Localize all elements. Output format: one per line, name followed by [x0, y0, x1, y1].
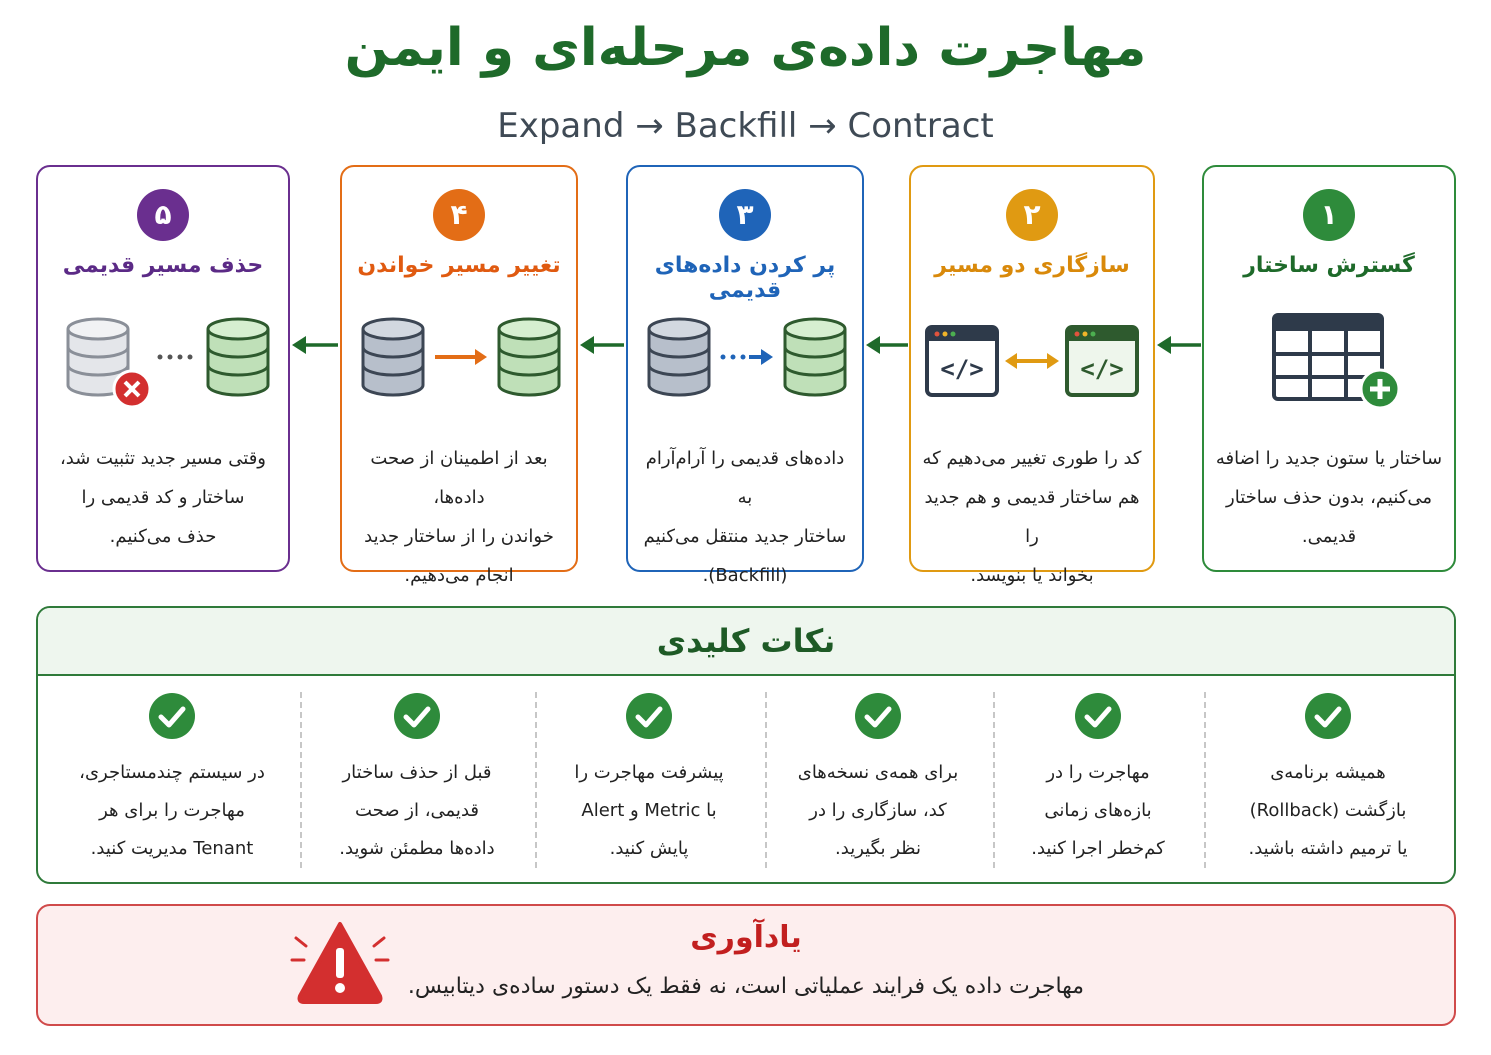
- step-number-badge: ۵: [137, 189, 189, 241]
- reminder-text: مهاجرت داده یک فرایند عملیاتی است، نه فقط یک دستور ساده‌ی دیتابیس.: [407, 974, 1085, 999]
- check-icon: [1074, 692, 1122, 740]
- key-tips-heading: نکات کلیدی: [38, 608, 1454, 676]
- step-number-badge: ۳: [719, 189, 771, 241]
- tip-divider: [993, 692, 995, 868]
- step-description: داده‌های قدیمی را آرام‌آرام به ساختار جدید منتقل می‌کنیم (Backfill).: [643, 448, 847, 586]
- code-window-icon: [911, 307, 1153, 407]
- flow-arrow-icon: [580, 333, 624, 357]
- svg-text:</>: </>: [940, 355, 984, 383]
- tip-item: قبل از حذف ساختار قدیمی، از صحت داده‌ها مطمئن شوید.: [304, 676, 530, 881]
- flow-arrow-icon: [1157, 333, 1201, 357]
- check-icon: [625, 692, 673, 740]
- tip-item: همیشه برنامه‌ی بازگشت (Rollback) یا ترمیم داشته باشید.: [1208, 676, 1448, 881]
- reminder-box: [36, 904, 1456, 1026]
- step-card-4: [340, 165, 578, 586]
- tip-divider: [300, 692, 302, 868]
- page-subtitle: Expand → Backfill → Contract: [497, 106, 994, 146]
- tip-divider: [765, 692, 767, 868]
- step-description: ساختار یا ستون جدید را اضافه می‌کنیم، بدون حذف ساختار قدیمی.: [1215, 448, 1443, 547]
- step-card-5: [36, 165, 290, 572]
- step-title: حذف مسیر قدیمی: [62, 253, 264, 278]
- check-icon: [148, 692, 196, 740]
- tip-item: برای همه‌ی نسخه‌های کد، سازگاری را در نظر بگیرید.: [768, 676, 988, 881]
- step-card-1: [1202, 165, 1456, 572]
- step-number-badge: ۲: [1006, 189, 1058, 241]
- step-card-2: [909, 165, 1155, 586]
- tip-item: پیشرفت مهاجرت را با Metric و Alert پایش کنید.: [538, 676, 760, 881]
- database-remove-icon: [38, 307, 288, 407]
- flow-arrow-icon: [866, 333, 908, 357]
- check-icon: [1304, 692, 1352, 740]
- step-title: پر کردن داده‌های قدیمی: [654, 253, 836, 303]
- tip-divider: [535, 692, 537, 868]
- step-title: گسترش ساختار: [1243, 253, 1415, 278]
- step-description: وقتی مسیر جدید تثبیت شد، ساختار و کد قدیمی را حذف می‌کنیم.: [59, 448, 267, 547]
- database-icon: [342, 307, 576, 407]
- tip-item: مهاجرت را در بازه‌های زمانی کم‌خطر اجرا کنید.: [996, 676, 1200, 881]
- key-tips-panel: [36, 606, 1456, 884]
- step-description: کد را طوری تغییر می‌دهیم که هم ساختار قدیمی و هم جدید را بخواند یا بنویسد.: [922, 448, 1142, 586]
- tip-divider: [1204, 692, 1206, 868]
- tip-item: در سیستم چندمستاجری، مهاجرت را برای هر Tenant مدیریت کنید.: [48, 676, 296, 881]
- flow-arrow-icon: [292, 333, 338, 357]
- database-icon: [628, 307, 862, 407]
- step-number-badge: ۴: [433, 189, 485, 241]
- table-add-icon: [1204, 307, 1454, 407]
- svg-text:</>: </>: [1080, 355, 1124, 383]
- check-icon: [393, 692, 441, 740]
- step-card-3: [626, 165, 864, 586]
- reminder-title: یادآوری: [690, 920, 802, 955]
- check-icon: [854, 692, 902, 740]
- step-title: تغییر مسیر خواندن: [357, 253, 561, 278]
- step-title: سازگاری دو مسیر: [934, 253, 1130, 278]
- page-title: مهاجرت داده‌ی مرحله‌ای و ایمن: [344, 18, 1147, 78]
- step-description: بعد از اطمینان از صحت داده‌ها، خواندن را از ساختار جدید انجام می‌دهیم.: [364, 448, 554, 586]
- step-number-badge: ۱: [1303, 189, 1355, 241]
